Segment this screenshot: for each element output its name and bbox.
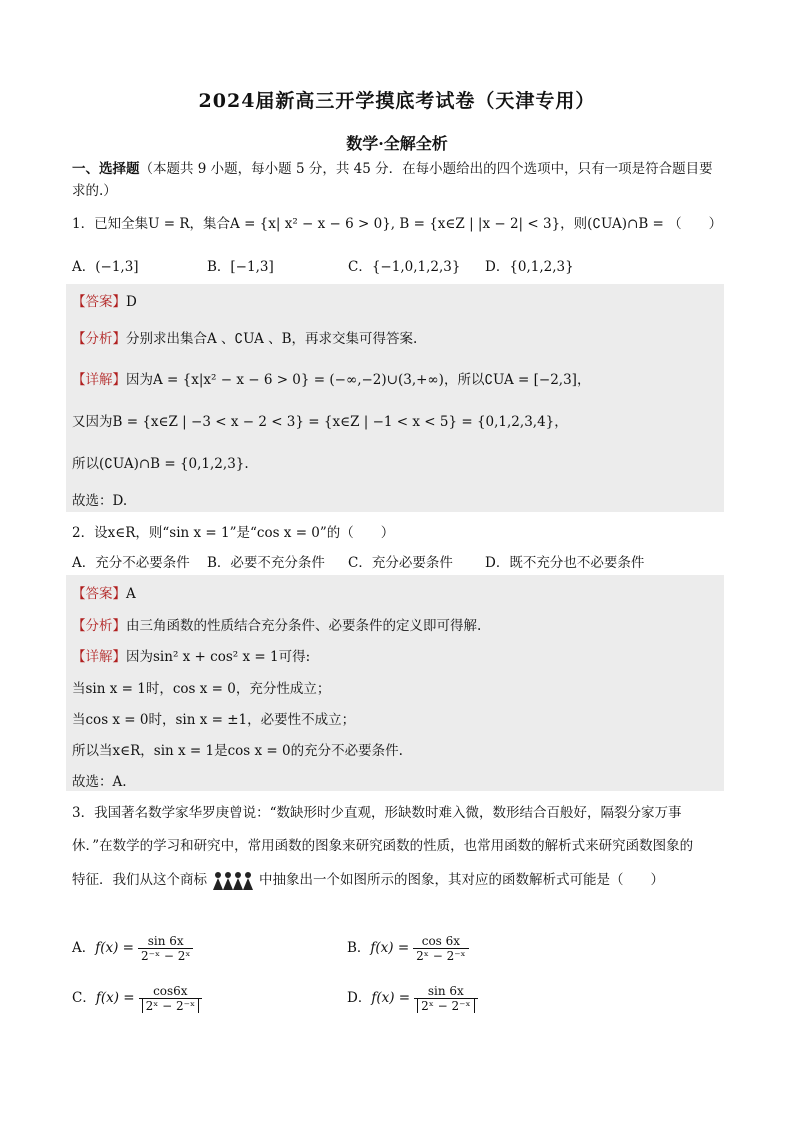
q1-detail-text-1: 因为A = {x|x² − x − 6 > 0} = (−∞,−2)∪(3,+∞)，所以∁UA = [−2,3]， (126, 372, 591, 388)
q3-option-b (347, 934, 469, 963)
q3-option-b-fraction (413, 934, 468, 963)
q2-detail-text-1: 因为sin² x + cos² x = 1可得: (126, 649, 311, 665)
q3-stem-line (72, 868, 664, 891)
q2-answer-tag: 【答案】 (72, 586, 126, 602)
brand-logo-icon (211, 871, 255, 891)
q1-analysis-text: 分别求出集合A 、∁UA 、B，再求交集可得答案. (126, 331, 418, 347)
q3-option-a (72, 934, 193, 963)
q2-answer (72, 582, 136, 602)
q3-option-a-label: A． (72, 940, 96, 956)
q1-option-a: A．(−1,3] (72, 259, 139, 275)
q1-stem: 1．已知全集U = R，集合A = {x| x² − x − 6 > 0}, B = {x∈Z | |x − 2| < 3}，则(∁UA)∩B = （ ） (72, 216, 723, 232)
q1-answer (72, 290, 137, 310)
page-subtitle: 数学·全解全析 (346, 134, 448, 153)
q2-analysis-text: 由三角函数的性质结合充分条件、必要条件的定义即可得解. (126, 618, 482, 634)
q1-analysis (72, 327, 417, 347)
q2-detail-line: 所以当x∈R，sin x = 1是cos x = 0的充分不必要条件. (72, 743, 403, 759)
q3-stem-line: 休．”在数学的学习和研究中，常用函数的图象来研究函数的性质，也常用函数的解析式来研究函数图象的 (72, 838, 694, 854)
q1-option-c: C．{−1,0,1,2,3} (348, 259, 461, 275)
q3-option-c-lhs: f(x) = (95, 990, 135, 1006)
q2-detail-line: 当cos x = 0时，sin x = ±1，必要性不成立； (72, 712, 356, 728)
q3-option-d-abs-value: 2ˣ − 2⁻ˣ (417, 999, 474, 1013)
q2-detail-line: 故选：A. (72, 774, 127, 790)
q1-detail-line (72, 368, 590, 388)
section-heading-rest: （本题共 9 小题，每小题 5 分，共 45 分．在每小题给出的四个选项中，只有一项是符合题目要求的.） (72, 161, 713, 199)
q2-analysis (72, 614, 481, 634)
q3-option-b-numerator: cos 6x (421, 934, 461, 948)
q1-detail-line: 所以(∁UA)∩B = {0,1,2,3}. (72, 456, 249, 472)
q2-option-a: A．充分不必要条件 (72, 555, 190, 571)
q3-option-d (347, 984, 478, 1013)
q2-answer-value: A (126, 586, 136, 602)
q2-stem: 2．设x∈R，则“sin x = 1”是“cos x = 0”的（ ） (72, 525, 395, 541)
q2-option-d: D．既不充分也不必要条件 (485, 555, 645, 571)
q3-option-d-label: D． (347, 990, 372, 1006)
q3-option-b-denominator: 2ˣ − 2⁻ˣ (413, 948, 468, 963)
q1-analysis-tag: 【分析】 (72, 331, 126, 347)
q3-option-c-denominator (139, 998, 202, 1013)
q3-option-a-denominator: 2⁻ˣ − 2ˣ (138, 948, 193, 963)
q1-detail-line: 又因为B = {x∈Z | −3 < x − 2 < 3} = {x∈Z | −1 < x < 5} = {0,1,2,3,4}， (72, 414, 568, 430)
q1-answer-value: D (126, 294, 137, 310)
q3-option-d-denominator (414, 998, 477, 1013)
q3-option-c-fraction (139, 984, 202, 1013)
q2-detail-line: 当sin x = 1时，cos x = 0，充分性成立； (72, 681, 331, 697)
q3-option-d-fraction (414, 984, 477, 1013)
q3-option-c-numerator: cos6x (153, 984, 188, 998)
q3-option-c-abs-value: 2ˣ − 2⁻ˣ (142, 999, 199, 1013)
q3-option-a-fraction (138, 934, 193, 963)
section-heading-bold: 一、选择题 (72, 161, 140, 177)
q3-option-c-label: C． (72, 990, 96, 1006)
q2-option-c: C．充分必要条件 (348, 555, 453, 571)
q3-option-a-numerator: sin 6x (147, 934, 184, 948)
q3-stem-text-b: 中抽象出一个如图所示的图象，其对应的函数解析式可能是（ ） (259, 872, 664, 888)
q1-option-d: D．{0,1,2,3} (485, 259, 574, 275)
q3-option-d-lhs: f(x) = (371, 990, 411, 1006)
q1-answer-tag: 【答案】 (72, 294, 126, 310)
q3-option-d-numerator: sin 6x (427, 984, 464, 998)
q1-option-b: B．[−1,3] (207, 259, 274, 275)
q1-solution-panel (66, 284, 724, 512)
q2-analysis-tag: 【分析】 (72, 618, 126, 634)
q3-option-b-lhs: f(x) = (370, 940, 410, 956)
q1-detail-tag: 【详解】 (72, 372, 126, 388)
q3-option-c (72, 984, 202, 1013)
q3-stem-line: 3．我国著名数学家华罗庚曾说：“数缺形时少直观，形缺数时难入微，数形结合百般好，隔裂分家万事 (72, 805, 682, 821)
q1-detail-line: 故选：D. (72, 493, 128, 509)
q2-detail-line (72, 645, 310, 665)
q2-detail-tag: 【详解】 (72, 649, 126, 665)
q3-option-a-lhs: f(x) = (95, 940, 134, 956)
q3-stem-text-a: 特征．我们从这个商标 (72, 872, 207, 888)
q2-option-b: B．必要不充分条件 (207, 555, 325, 571)
page-title: 2024届新高三开学摸底考试卷（天津专用） (198, 90, 596, 112)
q3-option-b-label: B． (347, 940, 371, 956)
section-heading (72, 158, 724, 202)
